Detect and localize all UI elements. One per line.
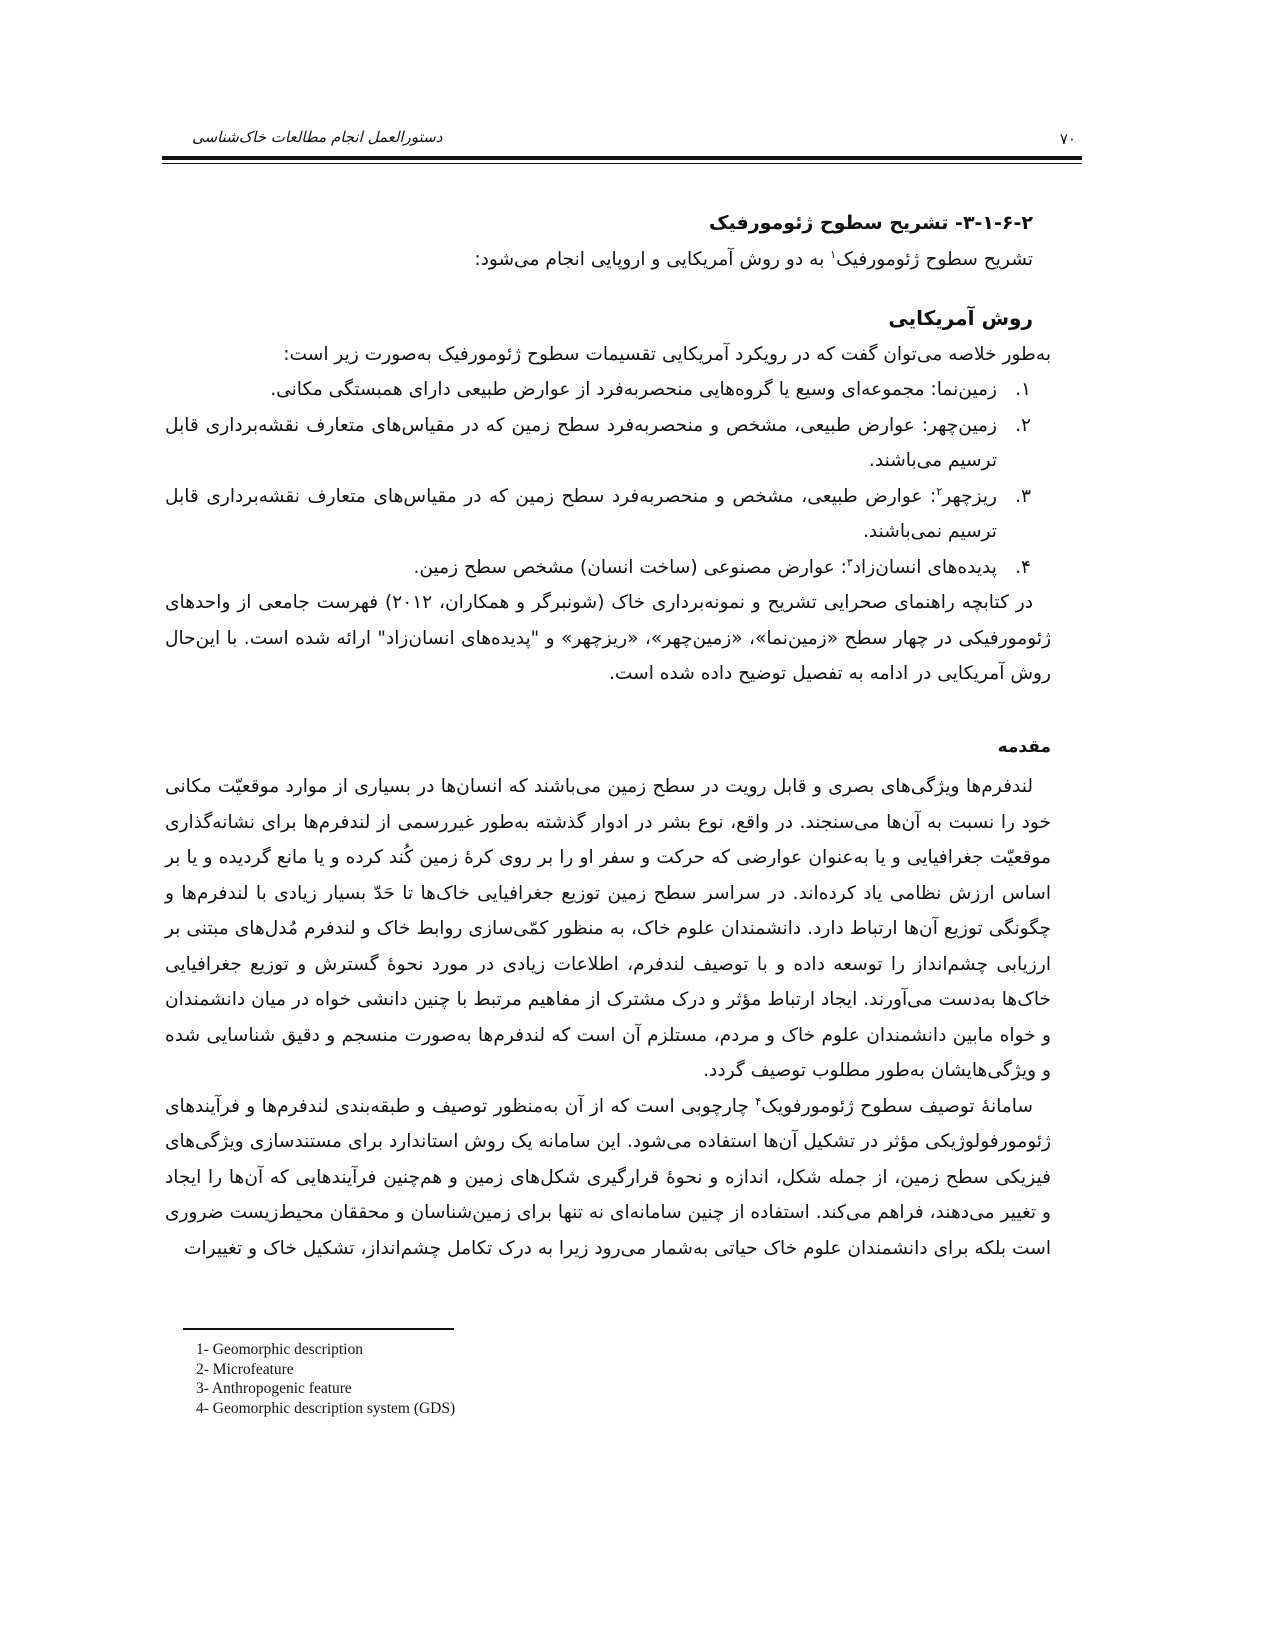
introduction-heading: مقدمه [997, 736, 1051, 757]
american-method-heading: روش آمریکایی [888, 306, 1033, 330]
page-number: ۷۰ [1059, 130, 1076, 148]
list-item-text: ریزچهر [942, 485, 997, 507]
introduction-paragraph-2-start: سامانهٔ توصیف سطوح ژئومورفویک [761, 1095, 1033, 1117]
footnote-separator [183, 1328, 454, 1330]
list-item [165, 372, 1051, 408]
geomorphic-levels-list [165, 372, 1051, 585]
list-item-number: ۴. [1015, 556, 1031, 578]
section-intro-rest: به دو روش آمریکایی و اروپایی انجام می‌شود: [474, 248, 831, 270]
body-content [165, 206, 1051, 1266]
introduction-paragraph-1: لندفرم‌ها ویژگی‌های بصری و قابل رویت در سطح زمین می‌باشند که انسان‌ها در بسیاری از موارد موقعیّت مکانی خود را نسبت به آن‌ها می‌سنجند. در واقع، نوع بشر در ادوار گذشته به‌طور غیررسمی از لندفرم‌ها برای نشانه‌گذاری موقعیّت جغرافیایی و یا به‌عنوان عوارضی که حرکت و سفر او را بر روی کرهٔ زمین کُند کرده و یا مانع گردیده و یا بر اساس ارزش نظامی یاد کرده‌اند. در سراسر سطح زمین توزیع جغرافیایی خاک‌ها تا حَدّ بسیار زیادی با لندفرم‌ها و چگونگی توزیع آن‌ها ارتباط دارد. دانشمندان علوم خاک، به منظور کمّی‌سازی روابط خاک و لندفرم مُدل‌های مبتنی بر ارزیابی چشم‌انداز را توسعه داده و با توصیف لندفرم، اطلاعات زیادی در مورد نحوهٔ گسترش و توزیع جغرافیایی خاک‌ها به‌دست می‌آورند. ایجاد ارتباط مؤثر و درک مشترک از مفاهیم مرتبط با چنین دانشی خواه در میان دانشمندان و خواه مابین دانشمندان علوم خاک و مردم، مستلزم آن است که لندفرم‌ها به‌صورت منسجم و دقیق شناسایی شده و ویژگی‌هایشان به‌طور مطلوب توصیف گردد. [165, 776, 1051, 1081]
introduction-paragraph-2-rest: چارچوبی است که از آن به‌منظور توصیف و طبقه‌بندی لندفرم‌ها و فرآیندهای ژئومورفولوژیکی مؤثر در تشکیل آن‌ها استفاده می‌شود. این سامانه یک روش استاندارد برای مستندسازی ویژگی‌های فیزیکی سطح زمین، از جمله شکل، اندازه و نحوهٔ قرارگیری شکل‌های زمین و هم‌چنین فرآیندهایی که آن‌ها را ایجاد و تغییر می‌دهند، فراهم می‌کند. استفاده از چنین سامانه‌ای نه تنها برای زمین‌شناسان و محققان محیط‌زیست ضروری است بلکه برای دانشمندان علوم خاک حیاتی به‌شمار می‌رود زیرا به درک تکامل چشم‌انداز، تشکیل خاک و تغییرات [165, 1095, 1051, 1259]
list-item-text: پدیده‌های انسان‌زاد [852, 556, 997, 578]
running-header [162, 128, 1082, 154]
list-item-number: ۱. [1015, 379, 1031, 400]
footnote-3: 3- Anthropogenic feature [196, 1380, 352, 1397]
footnote-ref-3: ۳ [846, 555, 853, 569]
list-item-text: زمین‌نما: مجموعه‌ای وسیع یا گروه‌هایی منحصربه‌فرد از عوارض طبیعی دارای همبستگی مکانی. [270, 379, 997, 400]
footnote-ref-4: ۴ [755, 1094, 762, 1108]
list-item-text: زمین‌چهر: عوارض طبیعی، مشخص و منحصربه‌فرد سطح زمین که در مقیاس‌های متعارف نقشه‌برداری قابل ترسیم می‌باشند. [165, 414, 997, 471]
introduction-paragraph-2 [165, 1089, 1051, 1267]
header-rule-thin [162, 163, 1082, 164]
header-rule-thick [162, 156, 1082, 160]
american-closing-paragraph: در کتابچه راهنمای صحرایی تشریح و نمونه‌برداری خاک (شونبرگر و همکاران، ۲۰۱۲) فهرست جامعی از واحدهای ژئومورفیکی در چهار سطح «زمین‌نما»، «زمین‌چهر»، «ریزچهر» و "پدیده‌های انسان‌زاد" ارائه شده است. با این‌حال روش آمریکایی در ادامه به تفصیل توضیح داده شده است. [165, 592, 1051, 684]
list-item-rest: : عوارض مصنوعی (ساخت انسان) مشخص سطح زمین. [413, 556, 847, 578]
footnote-ref-1: ۱ [830, 247, 837, 261]
list-item [165, 408, 1051, 479]
footnote-2: 2- Microfeature [196, 1360, 294, 1378]
section-intro-text: تشریح سطوح ژئومورفیک [836, 248, 1033, 270]
american-summary: به‌طور خلاصه می‌توان گفت که در رویکرد آمریکایی تقسیمات سطوح ژئومورفیک به‌صورت زیر است: [283, 343, 1051, 365]
section-intro [165, 242, 1051, 278]
section-heading: ۳-۱-۶-۲- تشریح سطوح ژئومورفیک [709, 212, 1033, 234]
footnotes [196, 1340, 455, 1418]
list-item-rest: : عوارض طبیعی، مشخص و منحصربه‌فرد سطح زمین که در مقیاس‌های متعارف نقشه‌برداری قابل ترسیم نمی‌باشند. [165, 485, 997, 542]
footnote-ref-2: ۲ [936, 484, 943, 498]
list-item [165, 550, 1051, 586]
list-item-number: ۲. [1015, 414, 1031, 436]
list-item-number: ۳. [1015, 485, 1031, 507]
footnote-4: 4- Geomorphic description system (GDS) [196, 1399, 456, 1417]
footnote-1: 1- Geomorphic description [196, 1341, 364, 1358]
header-title: دستورالعمل انجام مطالعات خاک‌شناسی [192, 128, 443, 146]
list-item [165, 479, 1051, 550]
